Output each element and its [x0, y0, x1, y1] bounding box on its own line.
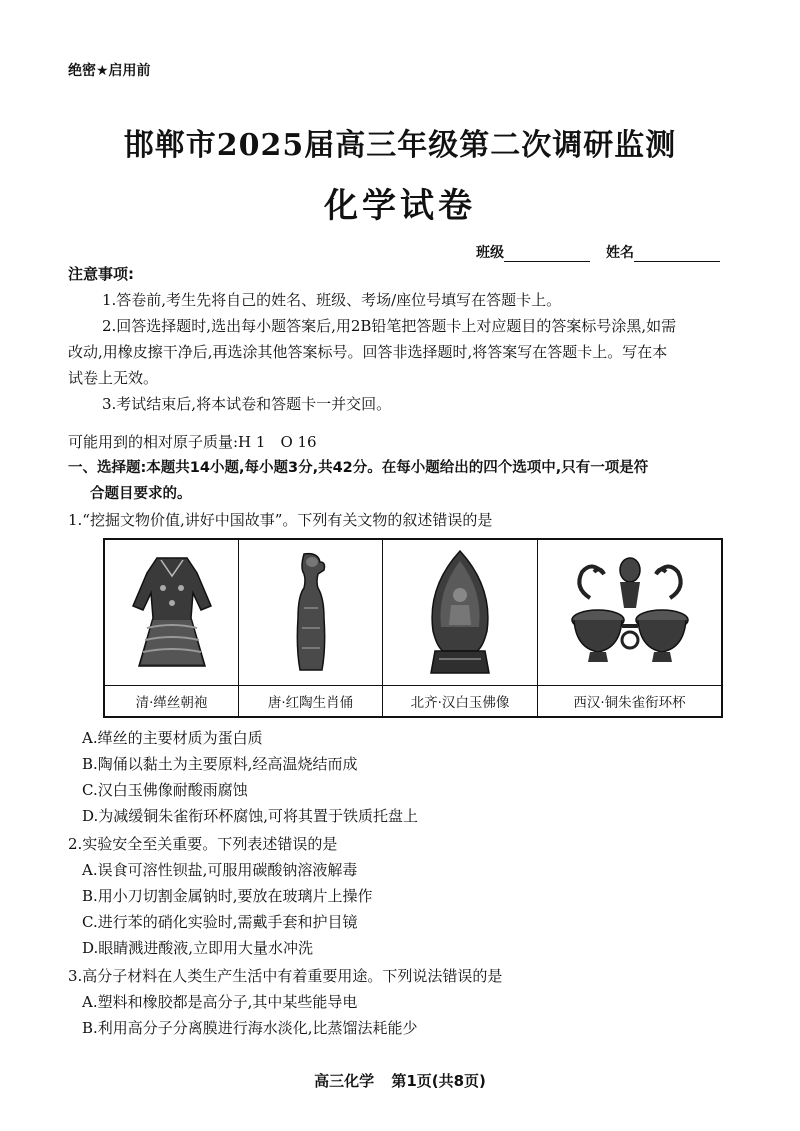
q3-stem: 3.高分子材料在人类生产生活中有着重要用途。下列说法错误的是 — [68, 967, 503, 985]
artifact-bronze-cup-image — [538, 540, 721, 686]
q1-stem: 1.“挖掘文物价值,讲好中国故事”。下列有关文物的叙述错误的是 — [68, 511, 493, 529]
caption-pottery-figurine: 唐·红陶生肖俑 — [239, 686, 383, 716]
q1-option-c: C.汉白玉佛像耐酸雨腐蚀 — [82, 781, 248, 799]
page-footer — [0, 1070, 800, 1091]
artifact-buddha-statue-image — [383, 540, 538, 686]
caption-robe: 清·缂丝朝袍 — [105, 686, 239, 716]
q2-option-a: A.误食可溶性钡盐,可服用碳酸钠溶液解毒 — [82, 861, 358, 879]
artifact-image-table — [103, 538, 723, 718]
q2-option-b: B.用小刀切割金属钠时,要放在玻璃片上操作 — [82, 887, 373, 905]
q3-option-b: B.利用高分子分离膜进行海水淡化,比蒸馏法耗能少 — [82, 1019, 418, 1037]
caption-buddha-statue: 北齐·汉白玉佛像 — [383, 686, 538, 716]
q1-option-a: A.缂丝的主要材质为蛋白质 — [82, 729, 263, 747]
footer-page-number: 第1页(共8页) — [391, 1072, 486, 1090]
class-field[interactable] — [504, 247, 590, 262]
section-1-line-1: 一、选择题:本题共14小题,每小题3分,共42分。在每小题给出的四个选项中,只有一项是符 — [68, 460, 649, 476]
notice-item-3: 3.考试结束后,将本试卷和答题卡一并交回。 — [102, 395, 392, 413]
q1-option-d: D.为减缓铜朱雀衔环杯腐蚀,可将其置于铁质托盘上 — [82, 807, 419, 825]
q2-stem: 2.实验安全至关重要。下列表述错误的是 — [68, 835, 338, 853]
notice-heading: 注意事项: — [68, 265, 134, 283]
notice-item-2-line-3: 试卷上无效。 — [68, 369, 159, 387]
confidential-label: 绝密★启用前 — [68, 63, 151, 79]
artifact-robe-image — [105, 540, 239, 686]
name-label: 姓名 — [606, 245, 634, 261]
q3-option-a: A.塑料和橡胶都是高分子,其中某些能导电 — [82, 993, 358, 1011]
class-label: 班级 — [476, 245, 504, 261]
name-field[interactable] — [634, 247, 720, 262]
student-info — [476, 242, 720, 262]
atomic-mass-line: 可能用到的相对原子质量:H 1 O 16 — [68, 433, 317, 451]
footer-subject: 高三化学 — [314, 1072, 375, 1090]
subject-title: 化学试卷 — [324, 186, 476, 226]
exam-title: 邯郸市2025届高三年级第二次调研监测 — [123, 128, 677, 163]
q2-option-c: C.进行苯的硝化实验时,需戴手套和护目镜 — [82, 913, 358, 931]
caption-bronze-cup: 西汉·铜朱雀衔环杯 — [573, 695, 686, 711]
q1-option-b: B.陶俑以黏土为主要原料,经高温烧结而成 — [82, 755, 358, 773]
notice-item-2-line-2: 改动,用橡皮擦干净后,再选涂其他答案标号。回答非选择题时,将答案写在答题卡上。写在本 — [68, 343, 668, 361]
section-1-line-2: 合题目要求的。 — [90, 486, 192, 502]
notice-item-2-line-1: 2.回答选择题时,选出每小题答案后,用2B铅笔把答题卡上对应题目的答案标号涂黑,如需 — [102, 317, 677, 335]
notice-item-1: 1.答卷前,考生先将自己的姓名、班级、考场/座位号填写在答题卡上。 — [102, 291, 562, 309]
artifact-pottery-figurine-image — [239, 540, 383, 686]
q2-option-d: D.眼睛溅进酸液,立即用大量水冲洗 — [82, 939, 314, 957]
